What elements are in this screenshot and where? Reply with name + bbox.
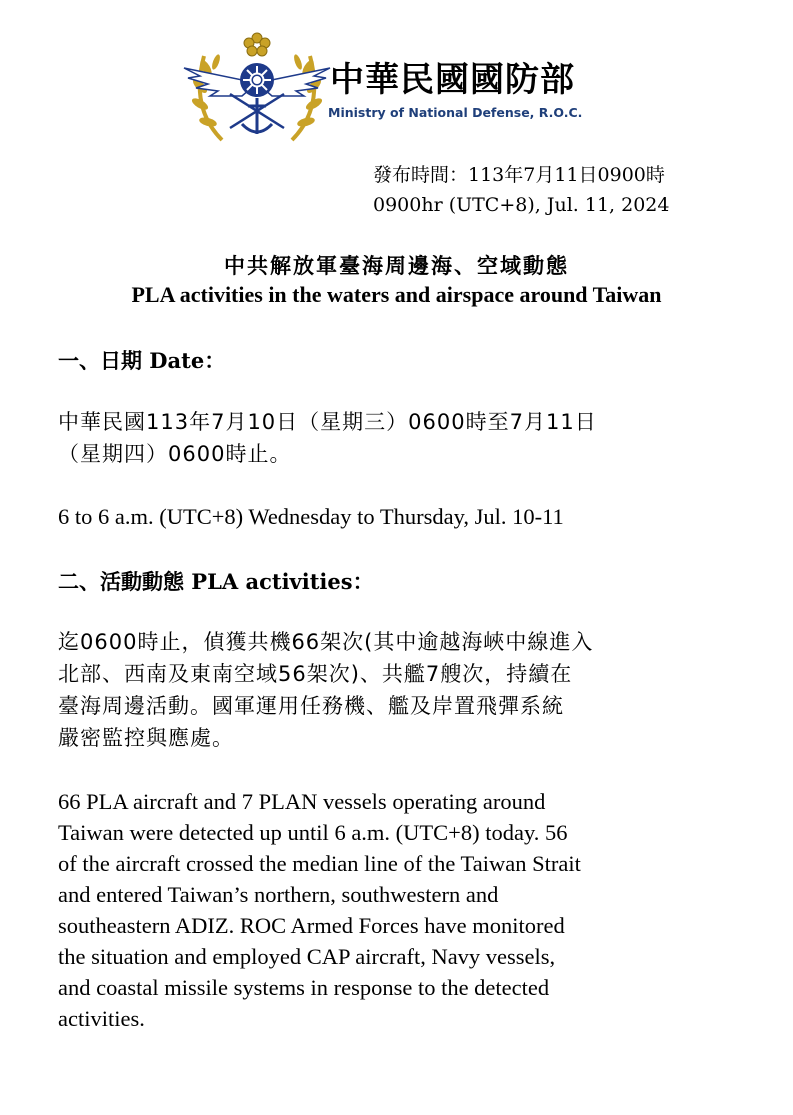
section-date-en-paragraph — [58, 501, 758, 532]
paragraph-line: 嚴密監控與應處。 — [58, 726, 234, 750]
section-activities-heading: 二、活動動態 PLA activities： — [58, 569, 374, 594]
release-time-cn: 發布時間：113年7月11日0900時 — [373, 164, 665, 186]
paragraph-line: and entered Taiwan’s northern, southwestern and — [58, 882, 499, 907]
release-time-en: 0900hr (UTC+8), Jul. 11, 2024 — [373, 194, 670, 216]
org-name-en: Ministry of National Defense, R.O.C. — [328, 105, 583, 120]
paragraph-line: （星期四）0600時止。 — [58, 442, 292, 466]
paragraph-line: Taiwan were detected up until 6 a.m. (UTC+8) today. 56 — [58, 820, 568, 845]
paragraph-line: 迄0600時止，偵獲共機66架次(其中逾越海峽中線進入 — [58, 630, 594, 654]
paragraph-line: the situation and employed CAP aircraft, Navy vessels, — [58, 944, 556, 969]
paragraph-line: southeastern ADIZ. ROC Armed Forces have monitored — [58, 913, 565, 938]
paragraph-line: of the aircraft crossed the median line of the Taiwan Strait — [58, 851, 581, 876]
release-time — [373, 160, 669, 220]
paragraph-line: and coastal missile systems in response to the detected — [58, 975, 550, 1000]
mnd-emblem-icon — [182, 28, 332, 146]
org-name-cn: 中華民國國防部 — [330, 60, 575, 100]
mnd-header — [182, 28, 642, 148]
section-activities-heading-wrap — [58, 566, 758, 596]
paragraph-line: 北部、西南及東南空域56架次)、共艦7艘次，持續在 — [58, 662, 573, 686]
paragraph-line: 6 to 6 a.m. (UTC+8) Wednesday to Thursday, Jul. 10-11 — [58, 504, 564, 529]
paragraph-line: activities. — [58, 1006, 145, 1031]
section-date-heading: 一、日期 Date： — [58, 348, 226, 373]
paragraph-line: 66 PLA aircraft and 7 PLAN vessels operating around — [58, 789, 546, 814]
section-activities-en-paragraph — [58, 786, 758, 1034]
document-title-cn: 中共解放軍臺海周邊海、空域動態 — [224, 254, 569, 278]
paragraph-line: 中華民國113年7月10日（星期三）0600時至7月11日 — [58, 410, 597, 434]
section-date-heading-wrap — [58, 345, 758, 375]
paragraph-line: 臺海周邊活動。國軍運用任務機、艦及岸置飛彈系統 — [58, 694, 564, 718]
section-date-cn-paragraph — [58, 406, 758, 470]
document-title-en: PLA activities in the waters and airspace around Taiwan — [131, 282, 662, 307]
section-activities-cn-paragraph — [58, 626, 758, 754]
